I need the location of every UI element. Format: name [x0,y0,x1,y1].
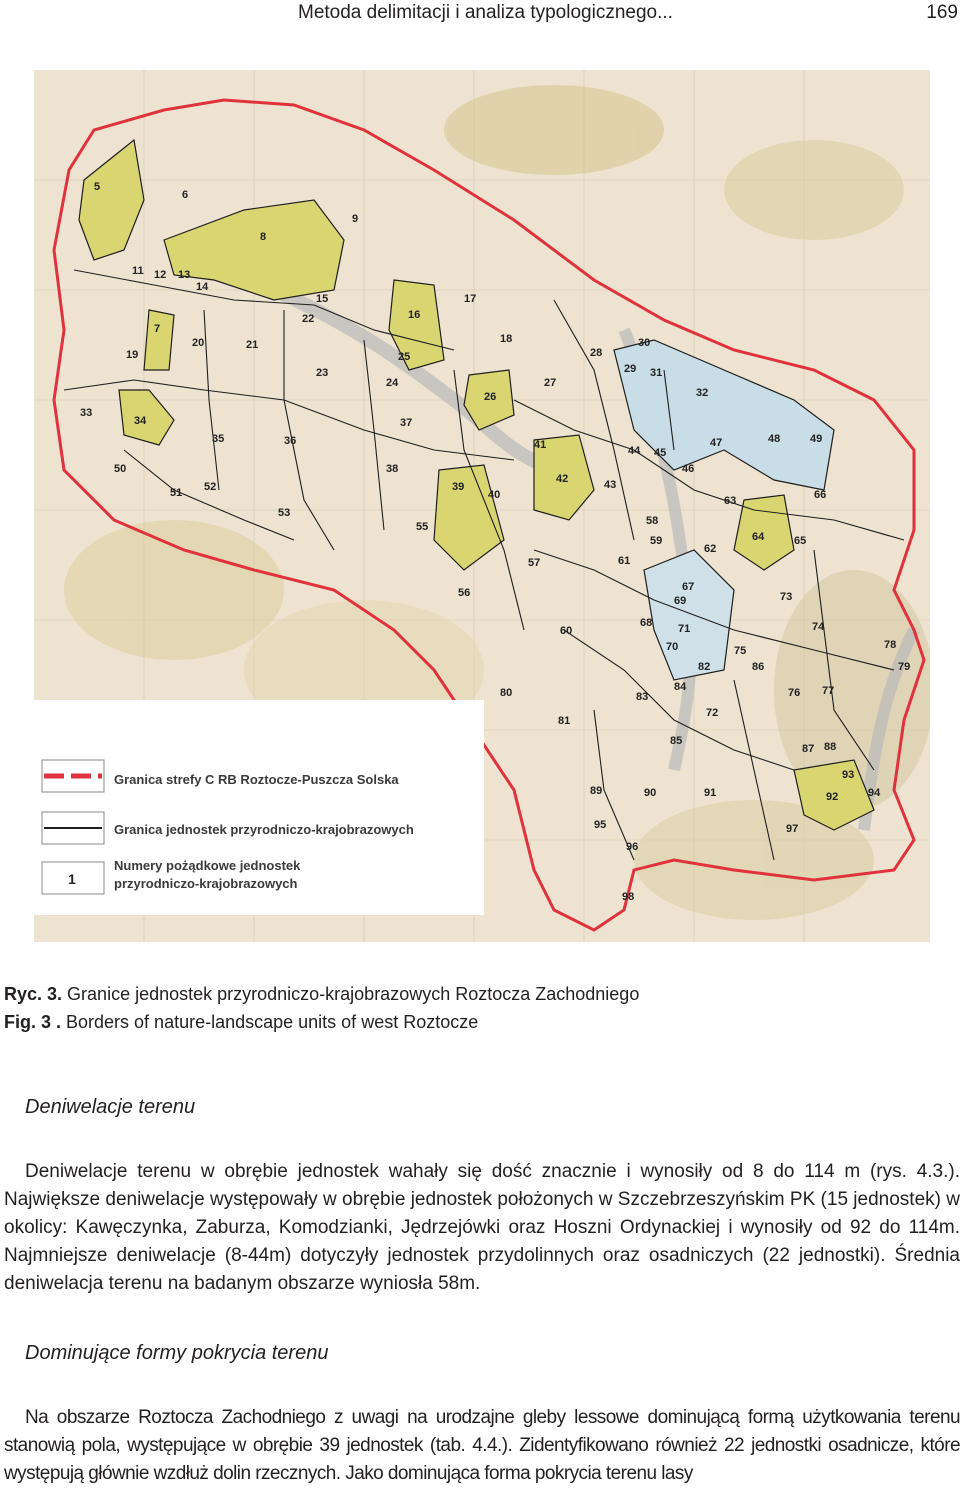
unit-number: 36 [284,435,297,447]
unit-number: 64 [752,531,765,543]
unit-number: 9 [352,213,359,225]
unit-number: 76 [788,687,801,699]
unit-number: 20 [192,337,205,349]
paragraph-deniwelacje: Deniwelacje terenu w obrębie jednostek wahały się dość znacznie i wynosiły od 8 do 114 m (rys. 4.3.). Największe deniwelacje występowały w obrębie jednostek położonych w Szczebrzeszyńskim PK (15 jednostek) w okolicy: Kawęczynka, Zaburza, Komodzianki, Jędrzejówki oraz Hoszni Ordynackiej i wynosiły od 92 do 114m. Najmniejsze deniwelacje (8-44m) dotyczyły jednostek przydolinnych oraz osadniczych (22 jednostki). Średnia deniwelacja terenu na badanym obszarze wyniosła 58m. [4,1161,960,1294]
unit-number: 93 [842,769,855,781]
unit-number: 30 [638,337,651,349]
unit-number: 88 [824,741,837,753]
unit-number: 19 [126,349,139,361]
unit-number: 66 [814,489,827,501]
unit-number: 86 [752,661,765,673]
unit-number: 12 [154,269,167,281]
unit-number: 48 [768,433,781,445]
unit-number: 22 [302,313,315,325]
legend-number-sample: 1 [68,871,76,887]
caption-polish-prefix: Ryc. 3. [4,984,63,1004]
unit-number: 78 [884,639,897,651]
unit-number: 42 [556,473,569,485]
running-title: Metoda delimitacji i analiza typologicznego... [298,2,673,23]
paragraph-pokrycie: Na obszarze Roztocza Zachodniego z uwagi na urodzajne gleby lessowe dominującą formą użytkowania terenu stanowią pola, występujące w obrębie 39 jednostek (tab. 4.4.). Zidentyfikowano również 22 jednostki osadnicze, które występują głównie wzdłuż dolin rzecznych. Jako dominująca forma pokrycia terenu lasy [4,1407,960,1484]
unit-number: 55 [416,521,429,533]
map-image [34,70,930,942]
legend-label-units: Granica jednostek przyrodniczo-krajobrazowych [114,822,414,837]
unit-number: 44 [628,445,641,457]
unit-number: 70 [666,641,679,653]
page-number: 169 [926,2,958,23]
unit-number: 71 [678,623,691,635]
caption-english-prefix: Fig. 3 . [4,1012,62,1032]
running-header [0,2,960,28]
unit-number: 31 [650,367,663,379]
unit-number: 72 [706,707,719,719]
unit-number: 90 [644,787,657,799]
unit-number: 57 [528,557,541,569]
unit-number: 37 [400,417,413,429]
unit-number: 13 [178,269,191,281]
section-heading-deniwelacje: Deniwelacje terenu [25,1096,196,1118]
unit-number: 52 [204,481,217,493]
unit-number: 29 [624,363,637,375]
caption-english-text: Borders of nature-landscape units of west Roztocze [61,1012,479,1032]
unit-number: 5 [94,181,101,193]
legend-label-zone: Granica strefy C RB Roztocze-Puszcza Solska [114,772,399,787]
unit-number: 35 [212,433,225,445]
unit-number: 77 [822,685,835,697]
unit-number: 74 [812,621,825,633]
unit-number: 91 [704,787,717,799]
unit-number: 58 [646,515,659,527]
unit-number: 61 [618,555,631,567]
unit-number: 60 [560,625,573,637]
unit-number: 46 [682,463,695,475]
unit-number: 7 [154,323,161,335]
unit-number: 21 [246,339,259,351]
unit-number: 95 [594,819,607,831]
legend-label-numbers-line1: Numery pożądkowe jednostek [114,858,301,873]
unit-number: 98 [622,891,635,903]
unit-number: 81 [558,715,571,727]
unit-number: 73 [780,591,793,603]
unit-number: 51 [170,487,183,499]
unit-number: 8 [260,231,267,243]
unit-number: 82 [698,661,711,673]
unit-number: 68 [640,617,653,629]
unit-number: 25 [398,351,411,363]
unit-number: 49 [810,433,823,445]
unit-number: 34 [134,415,147,427]
map-legend [34,700,484,915]
unit-number: 94 [868,787,881,799]
unit-number: 89 [590,785,603,797]
unit-number: 84 [674,681,687,693]
caption-polish-text: Granice jednostek przyrodniczo-krajobrazowych Roztocza Zachodniego [62,984,640,1004]
unit-number: 40 [488,489,501,501]
unit-number: 45 [654,447,667,459]
unit-number: 75 [734,645,747,657]
caption-polish [4,982,639,1006]
unit-number: 59 [650,535,663,547]
unit-number: 97 [786,823,799,835]
unit-number: 80 [500,687,513,699]
unit-number: 43 [604,479,617,491]
unit-number: 27 [544,377,557,389]
figure-map [34,70,930,942]
unit-number: 14 [196,281,209,293]
unit-number: 65 [794,535,807,547]
unit-number: 32 [696,387,709,399]
unit-number: 18 [500,333,513,345]
unit-number: 62 [704,543,717,555]
unit-number: 87 [802,743,815,755]
unit-number: 47 [710,437,723,449]
legend-label-numbers-line2: przyrodniczo-krajobrazowych [114,876,298,891]
unit-number: 23 [316,367,329,379]
unit-number: 15 [316,293,329,305]
unit-number: 85 [670,735,683,747]
unit-number: 50 [114,463,127,475]
unit-number: 39 [452,481,465,493]
unit-number: 26 [484,391,497,403]
unit-number: 83 [636,691,649,703]
unit-number: 24 [386,377,399,389]
unit-number: 67 [682,581,695,593]
unit-number: 53 [278,507,291,519]
unit-number: 11 [132,265,144,277]
unit-number: 16 [408,309,421,321]
unit-number: 79 [898,661,911,673]
unit-number: 6 [182,189,189,201]
unit-number: 33 [80,407,93,419]
caption-english [4,1010,478,1034]
unit-number: 28 [590,347,603,359]
unit-number: 56 [458,587,471,599]
unit-number: 96 [626,841,639,853]
unit-number: 41 [534,439,547,451]
unit-number: 69 [674,595,687,607]
unit-number: 63 [724,495,737,507]
unit-number: 17 [464,293,477,305]
section-heading-pokrycie: Dominujące formy pokrycia terenu [25,1342,329,1364]
unit-number: 38 [386,463,399,475]
unit-number: 92 [826,791,839,803]
